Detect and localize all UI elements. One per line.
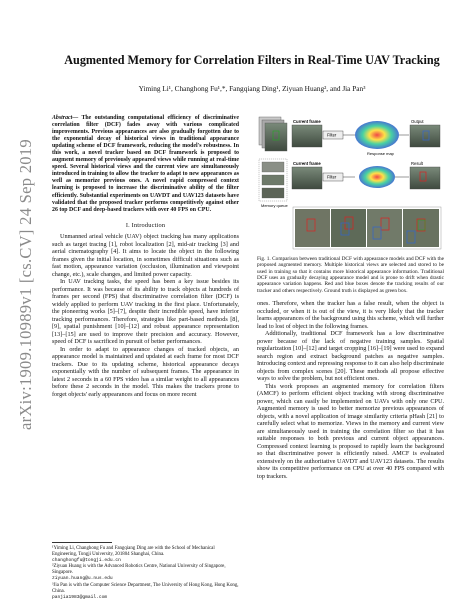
footnote-email: changhongfu@tongji.edu.cn bbox=[52, 558, 121, 564]
footnote-email: panjia1983@gmail.com bbox=[52, 594, 108, 600]
response-map-label: Response map bbox=[367, 151, 394, 156]
output-label-top: Output bbox=[411, 119, 424, 124]
author-list: Yiming Li¹, Changhong Fu¹,*, Fangqiang Ding¹, Ziyuan Huang², and Jia Pan³ bbox=[138, 84, 366, 93]
paragraph: Additionally, traditional DCF framework has a low discriminative power because of the lack of negative training samples. Spatial regularization [10]–[12] and target cropping [16]–[19] were used to expand search region and extract background patches as negative samples. Introducing context and repressing response to it can also help discriminate objects from complex scenes [20]. These methods all propose effective ways to solve the problem, but not efficient ones. bbox=[257, 330, 444, 383]
paragraph: ones. Therefore, when the tracker has a false result, when the object is occluded, or when it is out of the view, it is very likely that the tracker learns appearances of the background using this scheme, which will further lead to lost of object in the following frames. bbox=[257, 300, 444, 330]
footnote-email: ziyuan.huang@u.nus.edu bbox=[52, 576, 113, 582]
paragraph: Unmanned arieal vehicle (UAV) object tracking has many applications such as target tracing [1], robot localization [2], mid-air tracking [3] and aerial cinematography [4]. It aims to locate the object in the following frames given the initial location, in sometimes difficult situations such as fast motion, appearance variation (occlusion, illumination and viewpoint change, etc.), scale changes, and limited power capacity. bbox=[52, 233, 239, 278]
response-map-plot-bottom bbox=[359, 166, 395, 188]
section-heading-introduction: I. Introduction bbox=[125, 221, 166, 229]
paragraph: This work proposes an augmented memory for correlation filters (AMCF) to perform efficient object tracking with strong discriminative power, which can easily be implemented on UAVs with only one CPU. Augmented memory is used to better memorize previous appearances of objects, with a novel application of image similarity criteria pHash [21] to carefully select what to memorize. Views in the memory and current view are simultaneously used in training the correlation filter so that it has suitable responses to both previous and current object appearances. Compressed context learning is proposed to rapidly learn the background so that discriminative power is efficiently raised. AMCF is evaluated extensively on the authoritative UAVDT and UAV123 datasets. The results show its competitive performance on CPU at over 40 FPS compared with top trackers. bbox=[257, 382, 444, 480]
result-image bbox=[410, 167, 440, 189]
figure-caption: Fig. 1. Comparison between traditional DCF with appearance models and DCF with the proposed augmented memory. Multiple historical views are selected and stored to be used in training so that it contains more historical appearance information. Traditional DCF uses an gradually decaying appearance model and is prone to drift when drastic appearance variation happens. Red and blue boxes denote the tracking results of our tracker and others respectively. Ground truth is displayed as green box. bbox=[257, 256, 444, 294]
footnote-rule bbox=[52, 542, 112, 543]
footnotes bbox=[52, 546, 239, 601]
footnote: ¹Yiming Li, Changhong Fu and Fangqiang Ding are with the School of Mechanical Engineering, Tongji University, 201804 Shanghai, China. bbox=[52, 546, 215, 558]
figure-diagram bbox=[257, 115, 444, 253]
arxiv-sidebar bbox=[0, 0, 35, 613]
current-frame-label: Current frame bbox=[293, 119, 321, 124]
left-column bbox=[52, 115, 239, 398]
filter-label: Filter bbox=[327, 132, 337, 138]
output-image-top bbox=[410, 125, 440, 147]
abstract bbox=[52, 115, 239, 214]
result-label: Result bbox=[411, 161, 423, 166]
current-frame-image-bottom bbox=[292, 167, 322, 189]
current-frame-label-bottom: Current frame bbox=[293, 161, 321, 166]
arxiv-identifier: arXiv:1909.10989v1 [cs.CV] 24 Sep 2019 bbox=[16, 139, 35, 430]
right-column bbox=[257, 115, 444, 480]
paragraph: In order to adapt to appearance changes of tracked objects, an appearance model is maintained and updated at each frame for most DCF trackers. Due to its updating scheme, historical appearance decays exponentially with the number of subsequent frames. The appearance in latest 2 seconds in a 60 FPS video has a similar weight to all appearances before these 2 seconds in the model. This makes the trackers prone to forget objects' early appearances and focus on more recent bbox=[52, 345, 239, 398]
footnote: ²Ziyuan Huang is with the Advanced Robotics Centre, National University of Singapore, Singapore. bbox=[52, 564, 226, 576]
current-frame-image bbox=[292, 125, 322, 147]
paper-title: Augmented Memory for Correlation Filters in Real-Time UAV Tracking bbox=[64, 53, 440, 67]
figure-1 bbox=[257, 115, 444, 253]
abstract-label: Abstract bbox=[52, 115, 73, 121]
response-map-plot bbox=[355, 121, 399, 149]
footnote: ³Jia Pan is with the Computer Science Department, The University of Hong Kong, Hong Kong, China. bbox=[52, 582, 239, 594]
abstract-text: — The outstanding computational efficiency of discriminative correlation filter (DCF) fades away with various complicated improvements. Previous appearances are also gradually forgotten due to the exponential decay of historical views in traditional appearance updating scheme of DCF framework, reducing the model's robustness. In this work, a novel tracker based on DCF framework is proposed to augment memory of previously appeared views while running at real-time speed. Several historical views and the current view are simultaneously introduced in training to allow the tracker to adapt to new appearances as well as memorize previous ones. A novel rapid compressed context learning is proposed to increase the discriminative ability of the filter efficiently. Substantial experiments on UAVDT and UAV123 datasets have validated that the proposed tracker performs competitively against other 26 top DCF and deep-based trackers with over 40 FPS on CPU. bbox=[52, 115, 239, 213]
memory-queue-label: Memory queue bbox=[261, 203, 288, 208]
filter-label-bottom: Filter bbox=[327, 174, 337, 180]
paragraph: In UAV tracking tasks, the speed has been a key issue besides its performance. It was because of its ability to track objects at hundreds of frames per second (FPS) that discriminative correlation filter (DCF) is widely applied to perform UAV tracking in the first place. Unfortunately, the pioneering works [5]–[7], despite their incredible speed, have inferior tracking performances. Therefore, strategies like part-based methods [8], [9], spatial punishment [10]–[12] and robust appearance representation [13]–[15] are used to improve their precision and accuracy. However, speed of DCF is sacrificed in pursuit of better performances. bbox=[52, 278, 239, 346]
